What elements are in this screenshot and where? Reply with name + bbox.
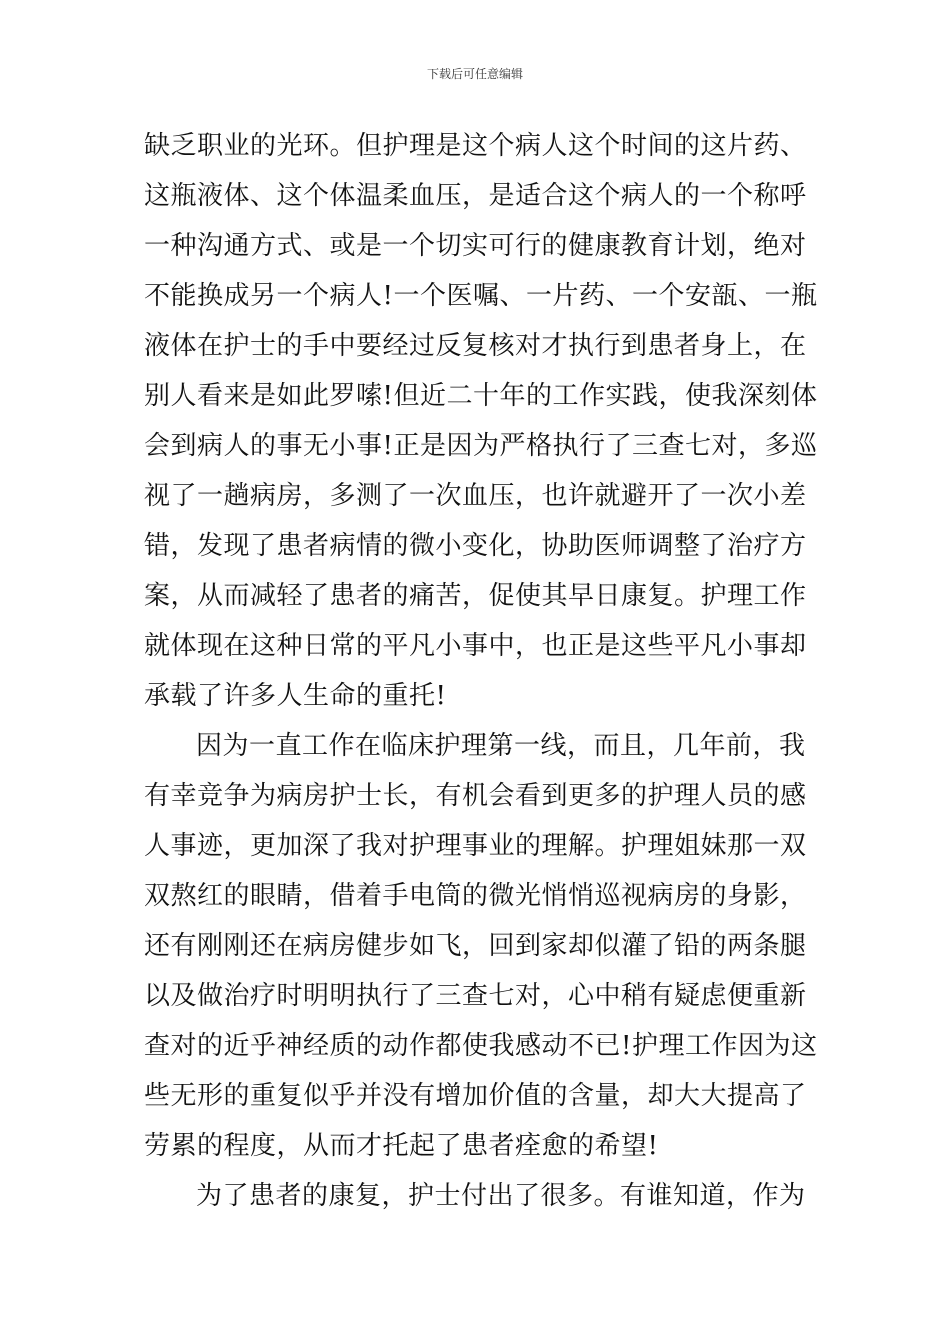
text-line: 这瓶液体、这个体温柔血压，是适合这个病人的一个称呼 xyxy=(144,181,807,211)
text-line: 视了一趟病房，多测了一次血压，也许就避开了一次小差 xyxy=(144,481,807,511)
text-line: 人事迹，更加深了我对护理事业的理解。护理姐妹那一双 xyxy=(144,831,807,861)
text-line: 不能换成另一个病人!一个医嘱、一片药、一个安瓿、一瓶 xyxy=(144,281,818,311)
text-line: 会到病人的事无小事!正是因为严格执行了三查七对，多巡 xyxy=(144,431,818,461)
text-line: 双熬红的眼睛，借着手电筒的微光悄悄巡视病房的身影， xyxy=(144,881,807,911)
document-body xyxy=(144,121,818,1221)
text-line: 劳累的程度，从而才托起了患者痊愈的希望! xyxy=(144,1131,659,1161)
text-line: 就体现在这种日常的平凡小事中，也正是这些平凡小事却 xyxy=(144,631,807,661)
text-line: 些无形的重复似乎并没有增加价值的含量，却大大提高了 xyxy=(144,1081,807,1111)
text-line: 以及做治疗时明明执行了三查七对，心中稍有疑虑便重新 xyxy=(144,981,807,1011)
page-header: 下载后可任意编辑 xyxy=(426,67,523,81)
text-line: 承载了许多人生命的重托! xyxy=(144,681,447,711)
text-line: 别人看来是如此罗嗦!但近二十年的工作实践，使我深刻体 xyxy=(144,381,818,411)
text-line: 还有刚刚还在病房健步如飞，回到家却似灌了铅的两条腿 xyxy=(144,931,807,961)
text-line: 查对的近乎神经质的动作都使我感动不已!护理工作因为这 xyxy=(144,1031,818,1061)
text-line: 案，从而减轻了患者的痛苦，促使其早日康复。护理工作 xyxy=(144,581,807,611)
text-line: 液体在护士的手中要经过反复核对才执行到患者身上，在 xyxy=(144,331,807,361)
paragraph-first-line: 为了患者的康复，护士付出了很多。有谁知道，作为 xyxy=(196,1181,806,1211)
paragraph-first-line: 因为一直工作在临床护理第一线，而且，几年前，我 xyxy=(196,731,806,761)
text-line: 错，发现了患者病情的微小变化，协助医师调整了治疗方 xyxy=(144,531,807,561)
text-line: 一种沟通方式、或是一个切实可行的健康教育计划，绝对 xyxy=(144,231,807,261)
text-line: 缺乏职业的光环。但护理是这个病人这个时间的这片药、 xyxy=(144,131,807,161)
text-line: 有幸竞争为病房护士长，有机会看到更多的护理人员的感 xyxy=(144,781,807,811)
